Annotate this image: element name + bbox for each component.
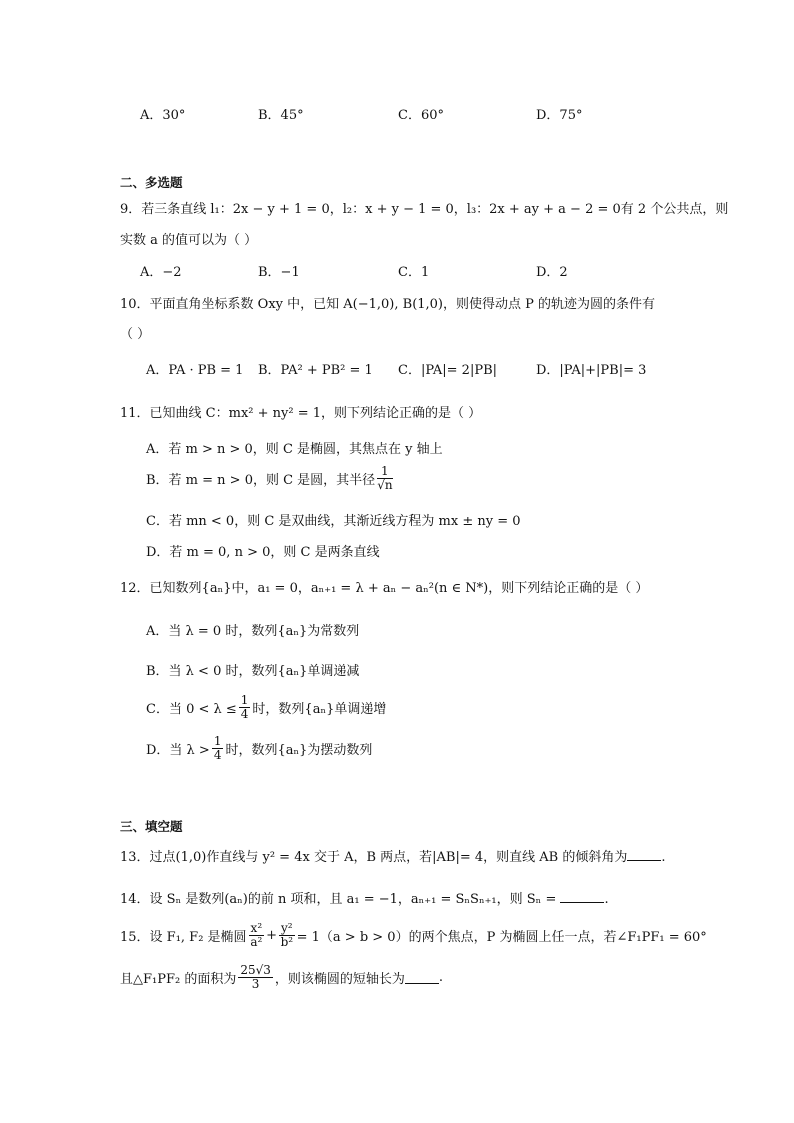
q15-period: . xyxy=(438,970,444,985)
q12-option-c-prefix: C．当 0 < λ ≤ xyxy=(146,702,237,717)
q12-option-c-suffix: 时，数列{aₙ}单调递增 xyxy=(252,702,387,717)
q15-stem-line1 xyxy=(120,922,707,949)
q11-radius-num: 1 xyxy=(377,465,392,479)
section-heading-multi: 二、多选题 xyxy=(120,175,183,190)
q8-option-d: D．75° xyxy=(536,108,583,123)
q15-area-num: 25√3 xyxy=(240,963,271,977)
q12-option-d-prefix: D．当 λ > xyxy=(146,743,210,758)
q12-option-d-num: 1 xyxy=(213,734,222,748)
q15-suffix: = 1（a > b > 0）的两个焦点，P 为椭圆上任一点，若∠F₁PF₁ = 60° xyxy=(296,930,707,945)
q11-option-c: C．若 mn < 0，则 C 是双曲线，其渐近线方程为 mx ± ny = 0 xyxy=(146,514,521,529)
q13-text: 13．过点(1,0)作直线与 y² = 4x 交于 A，B 两点，若|AB|= 4，则直线 AB 的倾斜角为 xyxy=(120,850,628,865)
q11-radius-den: √n xyxy=(377,478,393,492)
q8-option-a: A．30° xyxy=(140,108,186,123)
q13-stem xyxy=(120,846,666,865)
q12-option-c xyxy=(146,694,386,721)
q15-x-den: a² xyxy=(250,935,263,949)
q11-radius-fraction xyxy=(377,465,392,492)
q12-option-a: A．当 λ = 0 时，数列{aₙ}为常数列 xyxy=(146,624,360,639)
q12-option-d-fraction xyxy=(212,735,224,762)
q14-answer-blank[interactable] xyxy=(560,890,604,903)
q8-option-c: C．60° xyxy=(398,108,444,123)
q15-line2-prefix: 且△F₁PF₂ 的面积为 xyxy=(120,972,237,987)
q14-text: 14．设 Sₙ 是数列(aₙ)的前 n 项和，且 a₁ = −1，aₙ₊₁ = SₙSₙ₊₁，则 Sₙ = xyxy=(120,892,557,907)
q15-plus: + xyxy=(266,928,278,943)
q10-option-b: B．PA² + PB² = 1 xyxy=(258,363,373,378)
q9-stem-line1: 9．若三条直线 l₁：2x − y + 1 = 0，l₂：x + y − 1 = 0，l₃：2x + ay + a − 2 = 0有 2 个公共点，则 xyxy=(120,202,729,217)
q8-option-b: B．45° xyxy=(258,108,304,123)
q11-option-b-text: B．若 m = n > 0，则 C 是圆，其半径 xyxy=(146,473,376,488)
q10-option-a: A．PA · PB = 1 xyxy=(146,363,244,378)
q13-period: . xyxy=(661,850,666,865)
section-heading-fill: 三、填空题 xyxy=(120,819,183,834)
q11-stem: 11．已知曲线 C：mx² + ny² = 1，则下列结论正确的是（ ） xyxy=(120,406,482,421)
q9-option-c: C．1 xyxy=(398,265,430,280)
q15-x-num: x² xyxy=(250,921,263,935)
q12-option-d-den: 4 xyxy=(213,748,222,762)
q12-option-c-fraction xyxy=(239,694,251,721)
q14-period: . xyxy=(604,892,609,907)
q10-stem-line2: （ ） xyxy=(120,327,151,342)
q12-stem: 12．已知数列{aₙ}中，a₁ = 0，aₙ₊₁ = λ + aₙ − aₙ²(n ∈ N*)，则下列结论正确的是（ ） xyxy=(120,581,649,596)
q15-y-fraction xyxy=(279,922,295,949)
q15-y-den: b² xyxy=(280,935,294,949)
q15-stem-line2 xyxy=(120,964,443,991)
q15-line2-suffix: ，则该椭圆的短轴长为 xyxy=(274,972,405,987)
q11-option-a: A．若 m > n > 0，则 C 是椭圆，其焦点在 y 轴上 xyxy=(146,442,443,457)
q15-y-num: y² xyxy=(281,921,293,935)
q12-option-d-suffix: 时，数列{aₙ}为摆动数列 xyxy=(225,743,373,758)
q11-option-d: D．若 m = 0, n > 0，则 C 是两条直线 xyxy=(146,545,380,560)
q13-answer-blank[interactable] xyxy=(627,848,661,861)
q14-stem xyxy=(120,888,609,907)
q12-option-c-num: 1 xyxy=(240,693,249,707)
q12-option-d xyxy=(146,735,372,762)
q15-area-fraction xyxy=(238,964,273,991)
q15-x-fraction xyxy=(249,922,265,949)
q12-option-b: B．当 λ < 0 时，数列{aₙ}单调递减 xyxy=(146,664,360,679)
q9-option-a: A．−2 xyxy=(140,265,182,280)
q11-option-b xyxy=(146,465,395,492)
q12-option-c-den: 4 xyxy=(240,707,249,721)
q10-option-d: D．|PA|+|PB|= 3 xyxy=(536,363,647,378)
q15-answer-blank[interactable] xyxy=(405,971,439,984)
q10-stem-line1: 10．平面直角坐标系数 Oxy 中，已知 A(−1,0), B(1,0)，则使得动点 P 的轨迹为圆的条件有 xyxy=(120,297,656,312)
q15-prefix: 15．设 F₁, F₂ 是椭圆 xyxy=(120,930,247,945)
q9-option-d: D．2 xyxy=(536,265,568,280)
q10-option-c: C．|PA|= 2|PB| xyxy=(398,363,498,378)
q9-option-b: B．−1 xyxy=(258,265,300,280)
q9-stem-line2: 实数 a 的值可以为（ ） xyxy=(120,233,258,248)
q15-area-den: 3 xyxy=(251,977,260,991)
